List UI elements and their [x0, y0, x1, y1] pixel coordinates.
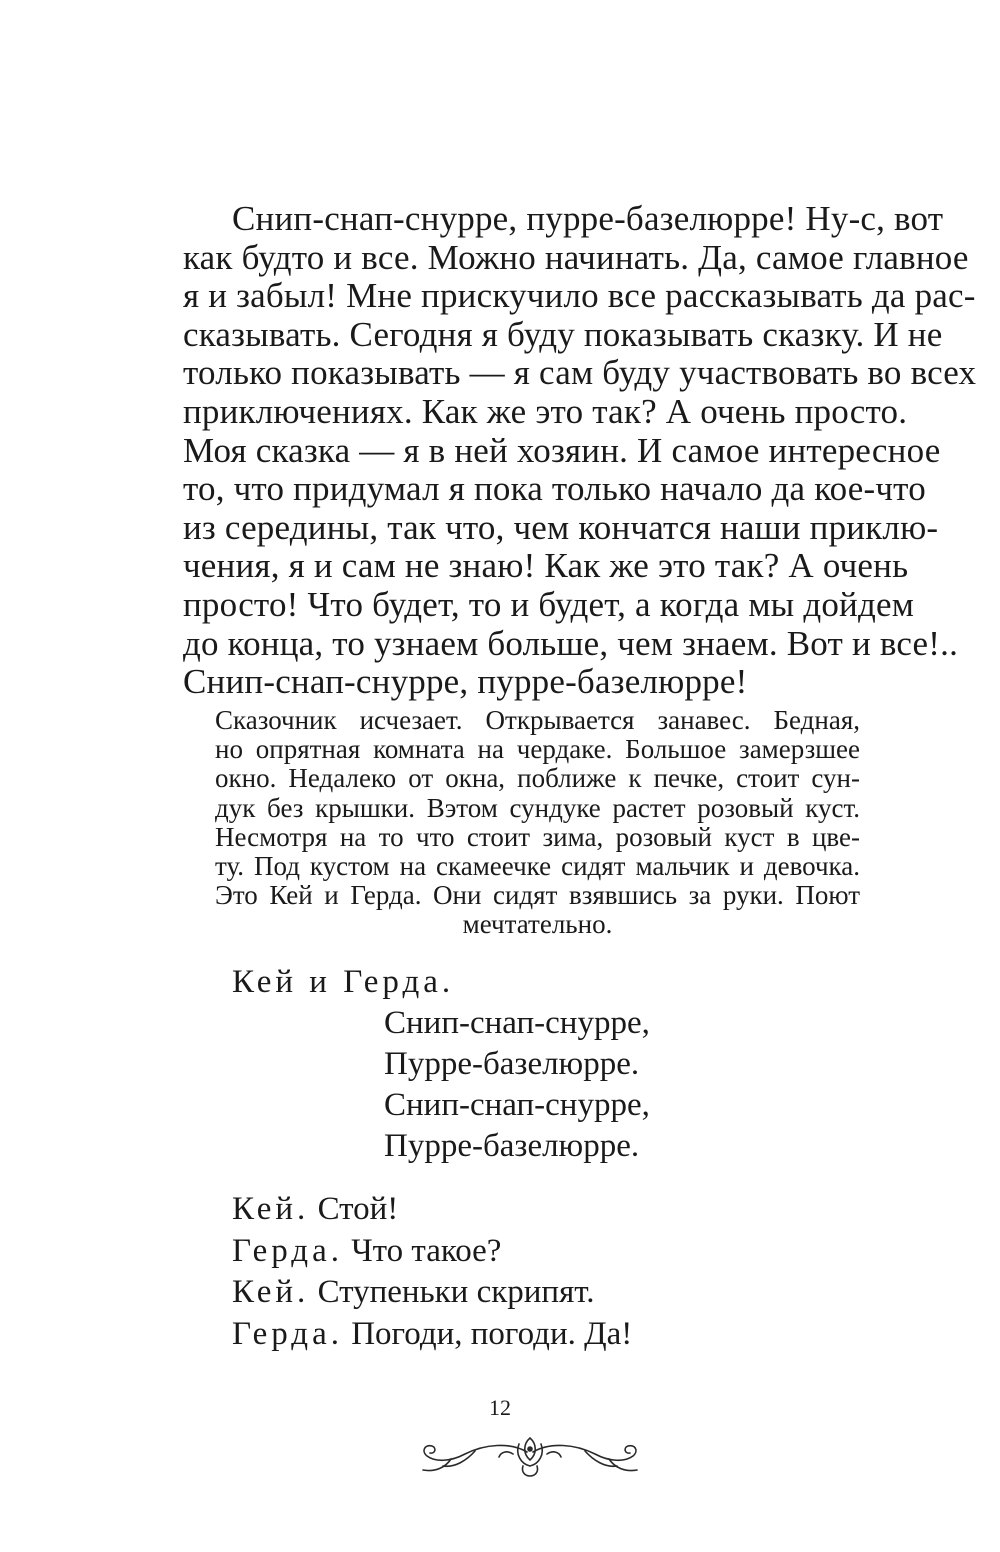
stage-direction-line: мечтательно.: [462, 909, 613, 940]
stage-direction-line: окно. Недалеко от окна, поближе к печке, стоит сун-: [215, 763, 860, 794]
verse-line: Снип-снап-снурре,: [384, 1087, 650, 1123]
dialogue-text: Ступеньки скрипят.: [317, 1274, 595, 1310]
stage-direction-line: дук без крышки. Вэтом сундуке растет розовый куст.: [215, 792, 860, 823]
song-verse: [384, 1003, 650, 1167]
dialogue-line: [232, 1272, 632, 1314]
narration-line: чения, я и сам не знаю! Как же это так? А очень: [183, 546, 909, 586]
stage-direction-line: Это Кей и Герда. Они сидят взявшись за руки. Поют: [215, 880, 860, 911]
verse-line: Пурре-базелюрре.: [384, 1128, 640, 1164]
stage-direction-line: но опрятная комната на чердаке. Большое замерзшее: [215, 734, 860, 765]
dialogue-text: Погоди, погоди. Да!: [351, 1315, 633, 1352]
narration-line: приключениях. Как же это так? А очень просто.: [183, 391, 908, 431]
narration-line: просто! Что будет, то и будет, а когда мы дойдем: [183, 584, 915, 624]
stage-direction: [215, 706, 860, 940]
narration-line: как будто и все. Можно начинать. Да, самое главное: [183, 237, 969, 277]
verse-line: Снип-снап-снурре,: [384, 1005, 650, 1041]
narration-line: из середины, так что, чем кончатся наши приклю-: [183, 507, 939, 547]
narration-paragraph: [183, 199, 977, 702]
speaker-name: Герда.: [232, 1315, 343, 1352]
narration-line: я и забыл! Мне прискучило все рассказывать да рас-: [183, 276, 976, 316]
stage-direction-line: Несмотря на то что стоит зима, розовый куст в цве-: [215, 821, 860, 852]
dialogue-block: [232, 1189, 632, 1355]
narration-line: Снип-снап-снурре, пурре-базелюрре! Ну-с, вот: [232, 199, 944, 238]
speaker-name: Герда.: [232, 1232, 343, 1269]
narration-line: Снип-снап-снурре, пурре-базелюрре!: [183, 662, 748, 702]
page-number: 12: [489, 1395, 511, 1420]
dialogue-text: Стой!: [317, 1191, 399, 1227]
narration-line: до конца, то узнаем больше, чем знаем. Вот и все!..: [183, 623, 959, 663]
dialogue-text: Что такое?: [351, 1232, 502, 1269]
speaker-name: Кей.: [232, 1274, 310, 1310]
dialogue-line: [232, 1189, 632, 1231]
narration-line: Моя сказка — я в ней хозяин. И самое интересное: [183, 430, 941, 470]
flourish-ornament-icon: [415, 1432, 645, 1482]
narration-line: то, что придумал я пока только начало да кое-что: [183, 469, 926, 509]
stage-direction-line: ту. Под кустом на скамеечке сидят мальчик и девочка.: [215, 850, 860, 881]
narration-line: только показывать — я сам буду участвовать во всех: [183, 353, 977, 393]
song-speaker-block: [232, 962, 792, 1002]
narration-line: сказывать. Сегодня я буду показывать сказку. И не: [183, 314, 943, 354]
speaker-name: Кей и Герда.: [232, 964, 455, 1000]
speaker-name: Кей.: [232, 1191, 310, 1227]
dialogue-line: [232, 1231, 632, 1273]
verse-line: Пурре-базелюрре.: [384, 1046, 640, 1082]
dialogue-line: [232, 1314, 632, 1356]
stage-direction-line: Сказочник исчезает. Открывается занавес. Бедная,: [215, 705, 860, 735]
